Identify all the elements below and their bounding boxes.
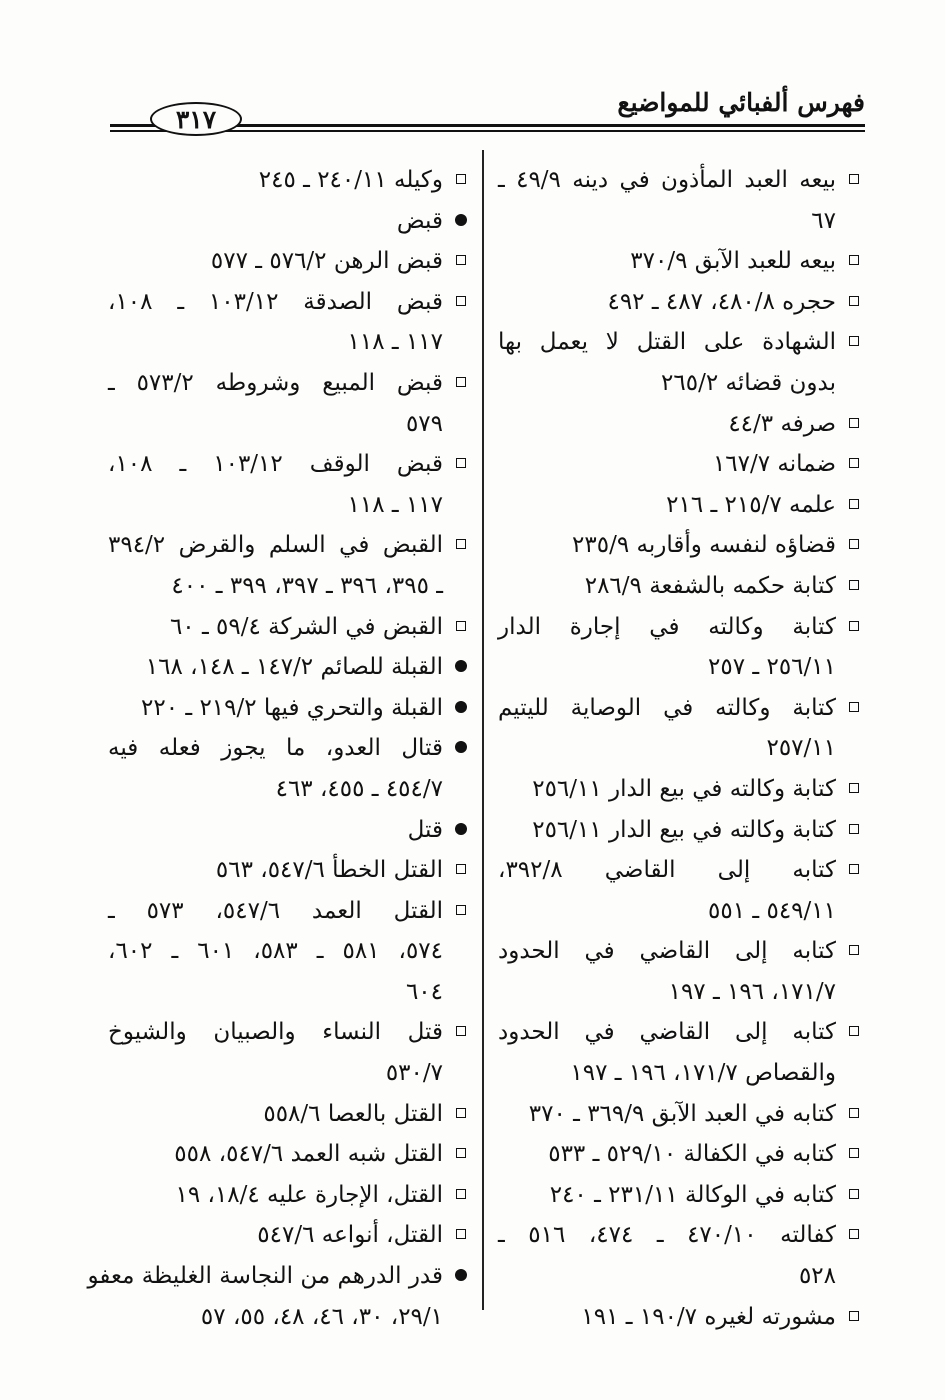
hollow-square-icon (456, 458, 466, 468)
entry-line: قدر الدرهم من النجاسة الغليظة معفو (108, 1256, 443, 1297)
entry-line: كتابة وكالته في بيع الدار ٢٥٦/١١ (498, 769, 836, 810)
index-sub-entry (108, 363, 443, 444)
entry-line: ٦٧ (811, 207, 836, 234)
entry-line: ٢٥٦/١١ ـ ٢٥٧ (708, 654, 836, 681)
entry-line: ٦٠٤ (405, 978, 443, 1005)
index-sub-entry (498, 525, 836, 566)
hollow-square-icon (849, 621, 859, 631)
entry-line: ١٧١/٧، ١٩٦ ـ ١٩٧ (668, 978, 836, 1005)
filled-bullet-icon (455, 741, 467, 753)
entry-line: بيعه للعبد الآبق ٣٧٠/٩ (498, 241, 836, 282)
entry-line: الشهادة على القتل لا يعمل بها (498, 322, 836, 363)
index-main-entry (87, 1256, 443, 1337)
entry-line: كتابة وكالته في بيع الدار ٢٥٦/١١ (498, 810, 836, 851)
index-sub-entry (498, 607, 836, 688)
entry-line: ٥٤٩/١١ ـ ٥٥١ (708, 897, 836, 924)
entry-line: والقصاص ١٧١/٧، ١٩٦ ـ ١٩٧ (570, 1060, 836, 1087)
index-sub-entry (108, 241, 443, 282)
entry-line: علمه ٢١٥/٧ ـ ٢١٦ (498, 485, 836, 526)
hollow-square-icon (849, 1148, 859, 1158)
hollow-square-icon (456, 296, 466, 306)
entry-line: ١١٧ ـ ١١٨ (347, 329, 443, 356)
index-sub-entry (108, 1012, 443, 1093)
index-main-entry (108, 201, 443, 242)
index-sub-entry (498, 241, 836, 282)
entry-line: كتابه في الكفالة ٥٢٩/١٠ ـ ٥٣٣ (498, 1134, 836, 1175)
index-sub-entry (498, 769, 836, 810)
hollow-square-icon (456, 905, 466, 915)
entry-line: قضاؤه لنفسه وأقاربه ٢٣٥/٩ (498, 525, 836, 566)
page-number: ٣١٧ (175, 104, 217, 134)
entry-line: ٢٩/١، ٣٠، ٤٦، ٤٨، ٥٥، ٥٧ (200, 1303, 443, 1330)
hollow-square-icon (849, 864, 859, 874)
entry-line: بدون قضائه ٢٦٥/٢ (661, 369, 836, 396)
entry-line: كتابه إلى القاضي في الحدود (498, 931, 836, 972)
index-sub-entry (498, 850, 836, 931)
hollow-square-icon (456, 1189, 466, 1199)
index-sub-entry (498, 810, 836, 851)
entry-line: كتابة وكالته في الوصاية لليتيم (498, 688, 836, 729)
hollow-square-icon (456, 1108, 466, 1118)
hollow-square-icon (849, 580, 859, 590)
entry-line: كتابه إلى القاضي في الحدود (498, 1012, 836, 1053)
index-sub-entry (498, 688, 836, 769)
hollow-square-icon (849, 1108, 859, 1118)
index-sub-entry (498, 1094, 836, 1135)
index-sub-entry (498, 322, 836, 403)
index-sub-entry (108, 850, 443, 891)
hollow-square-icon (456, 1229, 466, 1239)
index-sub-entry (498, 444, 836, 485)
hollow-square-icon (849, 336, 859, 346)
index-sub-entry (498, 1134, 836, 1175)
hollow-square-icon (849, 296, 859, 306)
index-sub-entry (498, 1297, 836, 1338)
index-column-left (87, 160, 443, 1337)
index-sub-entry (108, 160, 443, 201)
entry-line: قتل (108, 810, 443, 851)
entry-line: حجره ٤٨٠/٨، ٤٨٧ ـ ٤٩٢ (498, 282, 836, 323)
entry-line: ٥٧٤، ٥٨١ ـ ٥٨٣، ٦٠١ ـ ٦٠٢، (108, 938, 443, 965)
entry-line: ٢٥٧/١١ (766, 735, 836, 762)
hollow-square-icon (849, 1026, 859, 1036)
index-sub-entry (108, 282, 443, 363)
hollow-square-icon (849, 1311, 859, 1321)
entry-line: كتابه في العبد الآبق ٣٦٩/٩ ـ ٣٧٠ (498, 1094, 836, 1135)
filled-bullet-icon (455, 1269, 467, 1281)
index-sub-entry (108, 525, 443, 606)
index-sub-entry (498, 931, 836, 1012)
entry-line: ـ ٣٩٥، ٣٩٦ ـ ٣٩٧، ٣٩٩ ـ ٤٠٠ (171, 572, 443, 599)
entry-line: ٤٥٤/٧ ـ ٤٥٥، ٤٦٣ (275, 775, 443, 802)
entry-line: قتل النساء والصبيان والشيوخ (108, 1012, 443, 1053)
hollow-square-icon (849, 458, 859, 468)
entry-line: ٥٧٩ (405, 410, 443, 437)
index-sub-entry (108, 1094, 443, 1135)
index-main-entry (108, 688, 443, 729)
entry-line: ٥٣٠/٧ (385, 1060, 443, 1087)
column-divider (482, 150, 484, 1310)
running-title: فهرس ألفبائي للمواضيع (617, 88, 865, 117)
index-sub-entry (498, 485, 836, 526)
entry-line: القتل شبه العمد ٥٤٧/٦، ٥٥٨ (108, 1134, 443, 1175)
index-sub-entry (498, 566, 836, 607)
entry-line: ١١٧ ـ ١١٨ (347, 491, 443, 518)
entry-line: ضمانه ١٦٧/٧ (498, 444, 836, 485)
entry-line: صرفه ٤٤/٣ (498, 404, 836, 445)
entry-line: القتل، أنواعه ٥٤٧/٦ (108, 1215, 443, 1256)
hollow-square-icon (456, 864, 466, 874)
filled-bullet-icon (455, 701, 467, 713)
entry-line: القتل العمد ٥٤٧/٦، ٥٧٣ ـ (108, 891, 443, 932)
hollow-square-icon (456, 377, 466, 387)
hollow-square-icon (849, 783, 859, 793)
entry-line: القبض في السلم والقرض ٣٩٤/٢ (108, 525, 443, 566)
entry-line: ٥٢٨ (798, 1263, 836, 1290)
filled-bullet-icon (455, 214, 467, 226)
index-sub-entry (498, 1175, 836, 1216)
index-main-entry (108, 647, 443, 688)
index-sub-entry (108, 1134, 443, 1175)
index-sub-entry (498, 1012, 836, 1093)
hollow-square-icon (456, 539, 466, 549)
hollow-square-icon (849, 824, 859, 834)
entry-line: كتابة وكالته في إجارة الدار (498, 607, 836, 648)
hollow-square-icon (849, 499, 859, 509)
entry-line: قبض الصدقة ١٠٣/١٢ ـ ١٠٨، (108, 282, 443, 323)
entry-line: كفالته ٤٧٠/١٠ ـ ٤٧٤، ٥١٦ ـ (498, 1215, 836, 1256)
index-sub-entry (498, 160, 836, 241)
hollow-square-icon (456, 255, 466, 265)
index-main-entry (108, 810, 443, 851)
index-sub-entry (108, 891, 443, 1013)
hollow-square-icon (849, 1229, 859, 1239)
entry-line: القتل، الإجارة عليه ١٨/٤، ١٩ (108, 1175, 443, 1216)
entry-line: كتابه إلى القاضي ٣٩٢/٨، (498, 850, 836, 891)
entry-line: قبض (108, 201, 443, 242)
entry-line: كتابة حكمه بالشفعة ٢٨٦/٩ (498, 566, 836, 607)
index-sub-entry (108, 444, 443, 525)
hollow-square-icon (456, 174, 466, 184)
entry-line: وكيله ٢٤٠/١١ ـ ٢٤٥ (108, 160, 443, 201)
index-sub-entry (108, 1215, 443, 1256)
hollow-square-icon (849, 702, 859, 712)
entry-line: قبض المبيع وشروطه ٥٧٣/٢ ـ (108, 363, 443, 404)
entry-line: القبلة والتحري فيها ٢١٩/٢ ـ ٢٢٠ (108, 688, 443, 729)
entry-line: مشورته لغيره ١٩٠/٧ ـ ١٩١ (498, 1297, 836, 1338)
index-main-entry (108, 728, 443, 809)
entry-line: بيعه العبد المأذون في دينه ٤٩/٩ ـ (498, 160, 836, 201)
hollow-square-icon (849, 418, 859, 428)
page-header (110, 88, 865, 134)
hollow-square-icon (849, 255, 859, 265)
entry-line: كتابه في الوكالة ٢٣١/١١ ـ ٢٤٠ (498, 1175, 836, 1216)
hollow-square-icon (456, 621, 466, 631)
filled-bullet-icon (455, 660, 467, 672)
index-sub-entry (108, 607, 443, 648)
index-sub-entry (498, 404, 836, 445)
page-number-badge (150, 102, 242, 136)
hollow-square-icon (849, 539, 859, 549)
entry-line: القبلة للصائم ١٤٧/٢ ـ ١٤٨، ١٦٨ (108, 647, 443, 688)
entry-line: قبض الوقف ١٠٣/١٢ ـ ١٠٨، (108, 444, 443, 485)
entry-line: القتل الخطأ ٥٤٧/٦، ٥٦٣ (108, 850, 443, 891)
entry-line: قتال العدو، ما يجوز فعله فيه (108, 728, 443, 769)
entry-line: القتل بالعصا ٥٥٨/٦ (108, 1094, 443, 1135)
filled-bullet-icon (455, 823, 467, 835)
hollow-square-icon (456, 1026, 466, 1036)
hollow-square-icon (456, 1148, 466, 1158)
entry-line: القبض في الشركة ٥٩/٤ ـ ٦٠ (108, 607, 443, 648)
index-column-right (498, 160, 836, 1337)
hollow-square-icon (849, 174, 859, 184)
hollow-square-icon (849, 945, 859, 955)
index-sub-entry (498, 1215, 836, 1296)
index-sub-entry (108, 1175, 443, 1216)
index-sub-entry (498, 282, 836, 323)
entry-line: قبض الرهن ٥٧٦/٢ ـ ٥٧٧ (108, 241, 443, 282)
hollow-square-icon (849, 1189, 859, 1199)
